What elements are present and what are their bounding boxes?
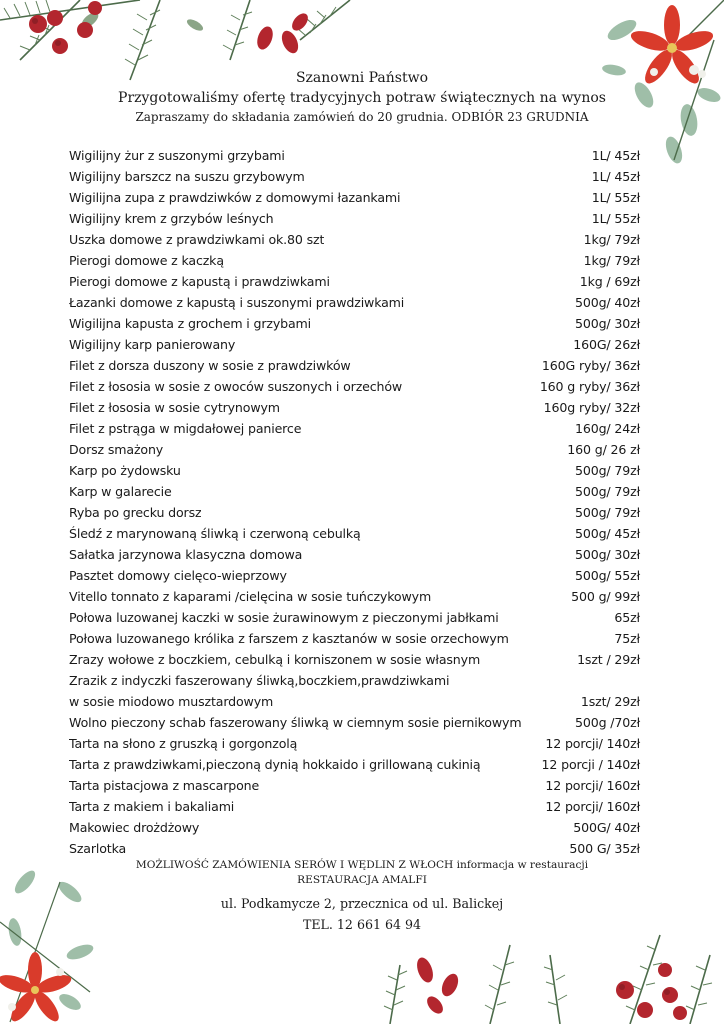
- menu-item-price: 1L/ 45zł: [591, 169, 640, 184]
- menu-item-name: Wigilijna kapusta z grochem i grzybami: [69, 316, 312, 331]
- menu-item-price: 500g/ 45zł: [575, 526, 640, 541]
- menu-item: [69, 733, 640, 754]
- menu-item: [69, 586, 640, 607]
- menu-item-name: Pierogi domowe z kaczką: [69, 253, 224, 268]
- menu-item-name: w sosie miodowo musztardowym: [69, 694, 274, 709]
- menu-item: [69, 775, 640, 796]
- menu-item: [69, 523, 640, 544]
- menu-item: [69, 544, 640, 565]
- menu-item-name: Zrazy wołowe z boczkiem, cebulką i korniszonem w sosie własnym: [69, 652, 481, 667]
- menu-item-price: 1kg / 69zł: [579, 274, 640, 289]
- menu-item: [69, 397, 640, 418]
- menu-item-price: 160 g ryby/ 36zł: [539, 379, 640, 394]
- menu-item-name: Tarta z prawdziwkami,pieczoną dynią hokkaido i grillowaną cukinią: [69, 757, 481, 772]
- menu-item-name: Tarta z makiem i bakaliami: [69, 799, 235, 814]
- menu-item-name: Karp w galarecie: [69, 484, 172, 499]
- menu-item: [69, 292, 640, 313]
- menu-item: [69, 796, 640, 817]
- menu-item-name: Wigilijny barszcz na suszu grzybowym: [69, 169, 305, 184]
- menu-item: [69, 145, 640, 166]
- menu-item-name: Vitello tonnato z kaparami /cielęcina w sosie tuńczykowym: [69, 589, 432, 604]
- menu-item-name: Filet z łososia w sosie cytrynowym: [69, 400, 280, 415]
- menu-item-price: 12 porcji/ 160zł: [545, 799, 640, 814]
- menu-item: [69, 649, 640, 670]
- menu-item: [69, 439, 640, 460]
- menu-item: [69, 313, 640, 334]
- menu-item: [69, 712, 640, 733]
- menu-item-price: 500 g/ 99zł: [571, 589, 640, 604]
- menu-item-price: 65zł: [614, 610, 640, 625]
- menu-item-price: 1L/ 55zł: [591, 190, 640, 205]
- menu-list: [69, 145, 640, 859]
- menu-item-name: Filet z pstrąga w migdałowej panierce: [69, 421, 302, 436]
- menu-item: [69, 607, 640, 628]
- menu-item-price: 160g/ 24zł: [575, 421, 640, 436]
- menu-item-price: 500g/ 79zł: [575, 505, 640, 520]
- offer-text: Przygotowaliśmy ofertę tradycyjnych potraw świątecznych na wynos: [118, 90, 606, 106]
- menu-item: [69, 208, 640, 229]
- menu-item-name: Łazanki domowe z kapustą i suszonymi prawdziwkami: [69, 295, 405, 310]
- cheese-cold-cuts-notice: MOŻLIWOŚĆ ZAMÓWIENIA SERÓW I WĘDLIN Z WŁOCH informacja w restauracji: [135, 859, 589, 871]
- menu-item-name: Wigilijna zupa z prawdziwków z domowymi łazankami: [69, 190, 401, 205]
- menu-item-name: Wigilijny krem z grzybów leśnych: [69, 211, 274, 226]
- menu-item-name: Filet z łososia w sosie z owoców suszonych i orzechów: [69, 379, 403, 394]
- menu-item-price: 75zł: [614, 631, 640, 646]
- menu-item: [69, 271, 640, 292]
- menu-item: [69, 628, 640, 649]
- menu-item-name: Wigilijny żur z suszonymi grzybami: [69, 148, 285, 163]
- menu-item-name: Połowa luzowanego królika z farszem z kasztanów w sosie orzechowym: [69, 631, 509, 646]
- menu-item-name: Szarlotka: [69, 841, 127, 856]
- menu-item-name: Pasztet domowy cielęco-wieprzowy: [69, 568, 287, 583]
- menu-item: [69, 418, 640, 439]
- menu-item: [69, 691, 640, 712]
- menu-item-price: 500g/ 79zł: [575, 463, 640, 478]
- menu-item: [69, 334, 640, 355]
- menu-item-price: 160G/ 26zł: [573, 337, 640, 352]
- menu-item: [69, 838, 640, 859]
- menu-item-price: 500g/ 79zł: [575, 484, 640, 499]
- menu-item: [69, 502, 640, 523]
- menu-item: [69, 229, 640, 250]
- menu-item-price: 160G ryby/ 36zł: [541, 358, 640, 373]
- menu-item: [69, 481, 640, 502]
- menu-item-price: 1szt/ 29zł: [580, 694, 640, 709]
- menu-item: [69, 817, 640, 838]
- menu-item-price: 12 porcji/ 160zł: [545, 778, 640, 793]
- menu-item: [69, 355, 640, 376]
- menu-item: [69, 250, 640, 271]
- address-text: ul. Podkamycze 2, przecznica od ul. Balickej: [220, 896, 504, 911]
- menu-item-price: 500g/ 30zł: [575, 547, 640, 562]
- menu-item: [69, 166, 640, 187]
- menu-item-name: Uszka domowe z prawdziwkami ok.80 szt: [69, 232, 325, 247]
- phone-text: TEL. 12 661 64 94: [302, 917, 422, 932]
- menu-item-name: Sałatka jarzynowa klasyczna domowa: [69, 547, 303, 562]
- menu-item: [69, 565, 640, 586]
- menu-item-price: 1kg/ 79zł: [583, 253, 640, 268]
- menu-item-price: 1L/ 45zł: [591, 148, 640, 163]
- header: [0, 68, 724, 126]
- menu-item-price: 160 g/ 26 zł: [567, 442, 640, 457]
- menu-item-price: 12 porcji/ 140zł: [545, 736, 640, 751]
- menu-item: [69, 376, 640, 397]
- menu-item: [69, 670, 640, 691]
- menu-item-price: 500g /70zł: [575, 715, 640, 730]
- menu-item: [69, 187, 640, 208]
- menu-item-price: 160g ryby/ 32zł: [543, 400, 640, 415]
- menu-item-name: Karp po żydowsku: [69, 463, 181, 478]
- menu-item-price: 12 porcji / 140zł: [541, 757, 640, 772]
- menu-item: [69, 460, 640, 481]
- footer: [0, 858, 724, 935]
- menu-item-price: 500g/ 55zł: [575, 568, 640, 583]
- order-deadline-text: Zapraszamy do składania zamówień do 20 grudnia. ODBIÓR 23 GRUDNIA: [135, 110, 589, 124]
- menu-item-name: Pierogi domowe z kapustą i prawdziwkami: [69, 274, 330, 289]
- menu-item-price: 1szt / 29zł: [577, 652, 640, 667]
- menu-item-name: Filet z dorsza duszony w sosie z prawdziwków: [69, 358, 351, 373]
- menu-item-price: 1kg/ 79zł: [583, 232, 640, 247]
- menu-item-name: Tarta pistacjowa z mascarpone: [69, 778, 260, 793]
- menu-item-name: Ryba po grecku dorsz: [69, 505, 202, 520]
- menu-item-name: Wigilijny karp panierowany: [69, 337, 236, 352]
- menu-item-name: Tarta na słono z gruszką i gorgonzolą: [69, 736, 298, 751]
- bottom-right-pine-berries-illustration: [370, 925, 724, 1024]
- menu-item: [69, 754, 640, 775]
- menu-item-price: 500G/ 40zł: [573, 820, 640, 835]
- menu-item-price: 500g/ 30zł: [575, 316, 640, 331]
- menu-item-price: 500 G/ 35zł: [569, 841, 640, 856]
- menu-item-name: Wolno pieczony schab faszerowany śliwką w ciemnym sosie piernikowym: [69, 715, 522, 730]
- menu-item-price: 1L/ 55zł: [591, 211, 640, 226]
- restaurant-name: RESTAURACJA AMALFI: [297, 874, 427, 886]
- menu-item-name: Dorsz smażony: [69, 442, 164, 457]
- menu-item-name: Makowiec drożdżowy: [69, 820, 200, 835]
- menu-item-name: Śledź z marynowaną śliwką i czerwoną cebulką: [69, 526, 361, 541]
- menu-item-name: Połowa luzowanej kaczki w sosie żurawinowym z pieczonymi jabłkami: [69, 610, 499, 625]
- greeting-text: Szanowni Państwo: [295, 70, 429, 86]
- menu-item-price: 500g/ 40zł: [575, 295, 640, 310]
- menu-item-name: Zrazik z indyczki faszerowany śliwką,boczkiem,prawdziwkami: [69, 673, 450, 688]
